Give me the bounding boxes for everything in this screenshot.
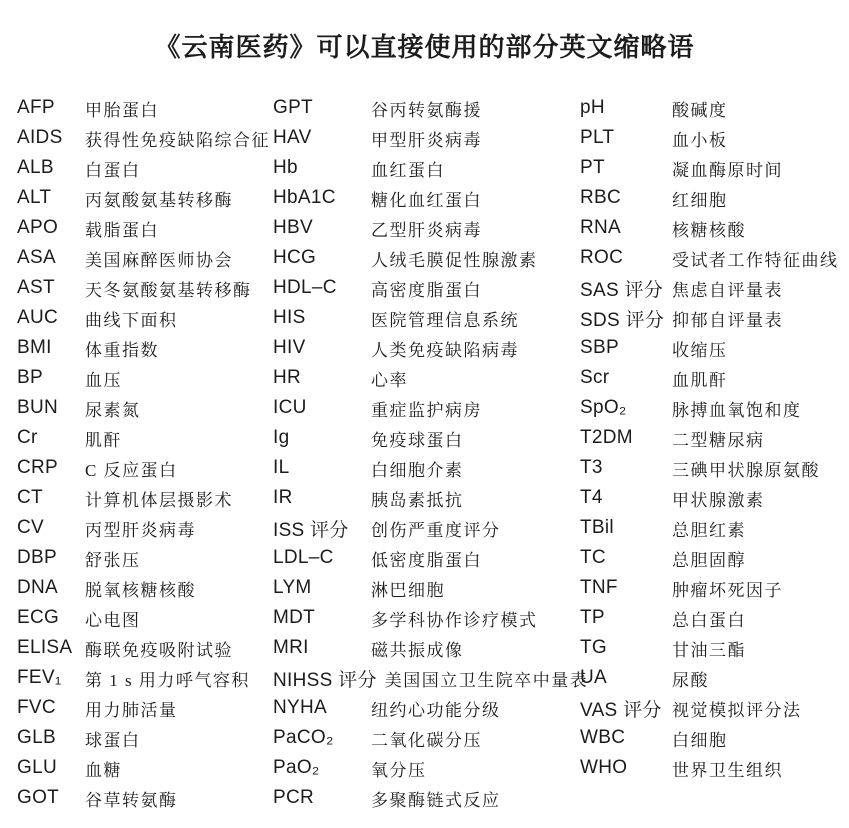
meaning: 世界卫生组织 bbox=[672, 760, 783, 780]
meaning: 白细胞介素 bbox=[371, 460, 464, 480]
abbreviation-row bbox=[17, 423, 273, 453]
meaning: 曲线下面积 bbox=[85, 310, 178, 330]
abbreviation-row bbox=[273, 363, 580, 393]
meaning: 载脂蛋白 bbox=[85, 220, 159, 240]
abbreviation-row bbox=[580, 303, 832, 333]
abbreviation: CV bbox=[17, 517, 44, 538]
meaning: 心电图 bbox=[85, 610, 141, 630]
column-2 bbox=[273, 93, 589, 813]
abbreviation: LYM bbox=[273, 577, 312, 598]
abbreviation: ASA bbox=[17, 247, 56, 268]
abbreviation-row bbox=[273, 183, 580, 213]
meaning: 重症监护病房 bbox=[371, 400, 482, 420]
meaning: 酶联免疫吸附试验 bbox=[85, 640, 233, 660]
meaning: 总胆固醇 bbox=[672, 550, 746, 570]
meaning: 白蛋白 bbox=[85, 160, 141, 180]
abbreviation: SDS 评分 bbox=[580, 309, 665, 331]
meaning: 凝血酶原时间 bbox=[672, 160, 783, 180]
abbreviation: CRP bbox=[17, 457, 59, 478]
abbreviation-row bbox=[273, 273, 580, 303]
meaning: 尿酸 bbox=[672, 670, 709, 690]
abbreviation-row bbox=[273, 123, 580, 153]
abbreviation: T3 bbox=[580, 457, 603, 478]
meaning: 丙型肝炎病毒 bbox=[85, 520, 196, 540]
meaning: 收缩压 bbox=[672, 340, 728, 360]
abbreviation: ICU bbox=[273, 397, 307, 418]
abbreviation-row bbox=[17, 333, 273, 363]
meaning: 脱氧核糖核酸 bbox=[85, 580, 196, 600]
abbreviation-row bbox=[17, 603, 273, 633]
meaning: 免疫球蛋白 bbox=[371, 430, 464, 450]
meaning: 脉搏血氧饱和度 bbox=[672, 400, 802, 420]
abbreviation: GLB bbox=[17, 727, 56, 748]
abbreviation-row bbox=[17, 573, 273, 603]
meaning: 血红蛋白 bbox=[371, 160, 445, 180]
meaning: 血糖 bbox=[85, 760, 122, 780]
abbreviation: BUN bbox=[17, 397, 59, 418]
abbreviation: DBP bbox=[17, 547, 57, 568]
meaning: 淋巴细胞 bbox=[371, 580, 445, 600]
abbreviation-row bbox=[17, 393, 273, 423]
abbreviation-row bbox=[273, 93, 580, 123]
meaning: 视觉模拟评分法 bbox=[672, 700, 802, 720]
abbreviation: IR bbox=[273, 487, 293, 508]
abbreviation-row bbox=[17, 123, 273, 153]
abbreviation: HbA1C bbox=[273, 187, 336, 208]
abbreviation: ISS 评分 bbox=[273, 519, 349, 541]
meaning: 白细胞 bbox=[672, 730, 728, 750]
abbreviation: WBC bbox=[580, 727, 626, 748]
abbreviation: ELISA bbox=[17, 637, 73, 658]
meaning: 心率 bbox=[371, 370, 408, 390]
abbreviation-row bbox=[273, 333, 580, 363]
abbreviation-row bbox=[17, 243, 273, 273]
abbreviation: T4 bbox=[580, 487, 603, 508]
meaning: 甲胎蛋白 bbox=[85, 100, 159, 120]
abbreviation-row bbox=[273, 573, 580, 603]
abbreviation-row bbox=[17, 303, 273, 333]
abbreviation: BMI bbox=[17, 337, 52, 358]
page-title: 《云南医药》可以直接使用的部分英文缩略语 bbox=[154, 32, 695, 62]
abbreviation: TG bbox=[580, 637, 607, 658]
abbreviation-row bbox=[17, 453, 273, 483]
meaning: 总胆红素 bbox=[672, 520, 746, 540]
abbreviation-row bbox=[273, 603, 580, 633]
abbreviation-row bbox=[17, 273, 273, 303]
meaning: 多聚酶链式反应 bbox=[371, 790, 501, 810]
meaning: 肌酐 bbox=[85, 430, 122, 450]
meaning: 体重指数 bbox=[85, 340, 159, 360]
meaning: 酸碱度 bbox=[672, 100, 728, 120]
abbreviation-columns bbox=[0, 93, 849, 813]
meaning: 乙型肝炎病毒 bbox=[371, 220, 482, 240]
meaning: 用力肺活量 bbox=[85, 700, 178, 720]
abbreviation: APO bbox=[17, 217, 59, 238]
abbreviation-row bbox=[580, 633, 832, 663]
abbreviation: PT bbox=[580, 157, 605, 178]
abbreviation-row bbox=[273, 483, 580, 513]
abbreviation: LDL–C bbox=[273, 547, 334, 568]
meaning: 受试者工作特征曲线 bbox=[672, 250, 839, 270]
meaning: 尿素氮 bbox=[85, 400, 141, 420]
abbreviation: HAV bbox=[273, 127, 312, 148]
meaning: 丙氨酸氨基转移酶 bbox=[85, 190, 233, 210]
abbreviation-row bbox=[273, 153, 580, 183]
abbreviation: ROC bbox=[580, 247, 624, 268]
abbreviation: pH bbox=[580, 97, 605, 118]
abbreviation: AFP bbox=[17, 97, 55, 118]
meaning: 总白蛋白 bbox=[672, 610, 746, 630]
abbreviation: SpO₂ bbox=[580, 397, 627, 418]
abbreviation: RNA bbox=[580, 217, 622, 238]
meaning: C 反应蛋白 bbox=[85, 460, 178, 480]
abbreviation-row bbox=[17, 663, 273, 693]
abbreviation-row bbox=[580, 753, 832, 783]
abbreviation-row bbox=[580, 573, 832, 603]
abbreviation-row bbox=[580, 243, 839, 273]
meaning: 天冬氨酸氨基转移酶 bbox=[85, 280, 252, 300]
meaning: 美国麻醉医师协会 bbox=[85, 250, 233, 270]
abbreviation-row bbox=[580, 363, 832, 393]
meaning: 血小板 bbox=[672, 130, 728, 150]
abbreviation-row bbox=[273, 753, 580, 783]
abbreviation: AST bbox=[17, 277, 55, 298]
meaning: 高密度脂蛋白 bbox=[371, 280, 482, 300]
abbreviation-row bbox=[580, 93, 832, 123]
column-1 bbox=[17, 93, 273, 813]
abbreviation: MRI bbox=[273, 637, 309, 658]
meaning: 甘油三酯 bbox=[672, 640, 746, 660]
meaning: 医院管理信息系统 bbox=[371, 310, 519, 330]
abbreviation: HBV bbox=[273, 217, 313, 238]
meaning: 球蛋白 bbox=[85, 730, 141, 750]
meaning: 纽约心功能分级 bbox=[371, 700, 501, 720]
abbreviation: Scr bbox=[580, 367, 610, 388]
abbreviation-row bbox=[17, 753, 273, 783]
meaning: 氧分压 bbox=[371, 760, 427, 780]
meaning: 甲型肝炎病毒 bbox=[371, 130, 482, 150]
abbreviation-row bbox=[273, 693, 580, 723]
meaning: 焦虑自评量表 bbox=[672, 280, 783, 300]
abbreviation: NYHA bbox=[273, 697, 327, 718]
meaning: 创伤严重度评分 bbox=[371, 520, 501, 540]
abbreviation-row bbox=[580, 273, 832, 303]
abbreviation: DNA bbox=[17, 577, 59, 598]
meaning: 多学科协作诊疗模式 bbox=[371, 610, 538, 630]
abbreviation-row bbox=[580, 423, 832, 453]
meaning: 胰岛素抵抗 bbox=[371, 490, 464, 510]
abbreviation: T2DM bbox=[580, 427, 633, 448]
meaning: 第 1 s 用力呼气容积 bbox=[85, 670, 250, 690]
abbreviation-row bbox=[580, 183, 832, 213]
meaning: 核糖核酸 bbox=[672, 220, 746, 240]
abbreviation: HCG bbox=[273, 247, 317, 268]
abbreviation-row bbox=[580, 453, 832, 483]
meaning: 血压 bbox=[85, 370, 122, 390]
abbreviation-row bbox=[580, 543, 832, 573]
abbreviation: GLU bbox=[17, 757, 57, 778]
meaning: 甲状腺激素 bbox=[672, 490, 765, 510]
abbreviation-row bbox=[580, 213, 832, 243]
abbreviation: ALT bbox=[17, 187, 52, 208]
abbreviation-row bbox=[273, 663, 589, 693]
abbreviation: PaCO₂ bbox=[273, 727, 334, 748]
abbreviation-row bbox=[580, 123, 832, 153]
abbreviation: PaO₂ bbox=[273, 757, 320, 778]
abbreviation-row bbox=[17, 513, 273, 543]
abbreviation: MDT bbox=[273, 607, 316, 628]
meaning: 磁共振成像 bbox=[371, 640, 464, 660]
abbreviation: AUC bbox=[17, 307, 59, 328]
abbreviation: BP bbox=[17, 367, 43, 388]
meaning: 红细胞 bbox=[672, 190, 728, 210]
abbreviation: SAS 评分 bbox=[580, 279, 664, 301]
abbreviation-row bbox=[273, 243, 580, 273]
abbreviation: FVC bbox=[17, 697, 56, 718]
meaning: 肿瘤坏死因子 bbox=[672, 580, 783, 600]
abbreviation-row bbox=[273, 453, 580, 483]
meaning: 谷丙转氨酶援 bbox=[371, 100, 482, 120]
abbreviation-row bbox=[273, 423, 580, 453]
meaning: 血肌酐 bbox=[672, 370, 728, 390]
abbreviation-row bbox=[580, 693, 832, 723]
abbreviation: AIDS bbox=[17, 127, 63, 148]
abbreviation: HIV bbox=[273, 337, 306, 358]
abbreviation-row bbox=[17, 93, 273, 123]
meaning: 舒张压 bbox=[85, 550, 141, 570]
meaning: 获得性免疫缺陷综合征 bbox=[85, 130, 270, 150]
meaning: 谷草转氨酶 bbox=[85, 790, 178, 810]
abbreviation-row bbox=[17, 483, 273, 513]
meaning: 人类免疫缺陷病毒 bbox=[371, 340, 519, 360]
abbreviation: HIS bbox=[273, 307, 306, 328]
abbreviation: Hb bbox=[273, 157, 298, 178]
abbreviation-row bbox=[17, 183, 273, 213]
abbreviation: WHO bbox=[580, 757, 628, 778]
abbreviation: FEV₁ bbox=[17, 667, 62, 688]
abbreviation-row bbox=[580, 603, 832, 633]
abbreviation-row bbox=[17, 693, 273, 723]
abbreviation: CT bbox=[17, 487, 43, 508]
abbreviation-row bbox=[273, 723, 580, 753]
abbreviation-row bbox=[273, 513, 580, 543]
abbreviation-row bbox=[273, 633, 580, 663]
abbreviation-row bbox=[580, 513, 832, 543]
column-3 bbox=[580, 93, 839, 783]
meaning: 低密度脂蛋白 bbox=[371, 550, 482, 570]
abbreviation-row bbox=[17, 213, 273, 243]
meaning: 美国国立卫生院卒中量表 bbox=[384, 670, 589, 690]
abbreviation-row bbox=[580, 393, 832, 423]
abbreviation-row bbox=[17, 543, 273, 573]
abbreviation-row bbox=[580, 333, 832, 363]
abbreviation: SBP bbox=[580, 337, 619, 358]
abbreviation: NIHSS 评分 bbox=[273, 669, 377, 691]
abbreviation-row bbox=[273, 543, 580, 573]
abbreviation: TNF bbox=[580, 577, 618, 598]
abbreviation: Cr bbox=[17, 427, 38, 448]
abbreviation-row bbox=[273, 783, 580, 813]
abbreviation: TP bbox=[580, 607, 605, 628]
abbreviation: TBil bbox=[580, 517, 614, 538]
abbreviation-row bbox=[580, 483, 832, 513]
abbreviation: PLT bbox=[580, 127, 615, 148]
abbreviation: HDL–C bbox=[273, 277, 337, 298]
abbreviation-row bbox=[17, 723, 273, 753]
abbreviation-row bbox=[580, 663, 832, 693]
meaning: 二型糖尿病 bbox=[672, 430, 765, 450]
abbreviation: GPT bbox=[273, 97, 313, 118]
meaning: 抑郁自评量表 bbox=[672, 310, 784, 330]
abbreviation: RBC bbox=[580, 187, 622, 208]
abbreviation-row bbox=[273, 303, 580, 333]
abbreviation-row bbox=[580, 723, 832, 753]
abbreviation-row bbox=[17, 153, 273, 183]
meaning: 糖化血红蛋白 bbox=[371, 190, 482, 210]
abbreviation-row bbox=[17, 633, 273, 663]
abbreviation: Ig bbox=[273, 427, 290, 448]
abbreviation: VAS 评分 bbox=[580, 699, 662, 721]
abbreviation: ALB bbox=[17, 157, 54, 178]
abbreviation: PCR bbox=[273, 787, 315, 808]
abbreviation-row bbox=[273, 213, 580, 243]
abbreviation-row bbox=[273, 393, 580, 423]
meaning: 计算机体层摄影术 bbox=[85, 490, 233, 510]
abbreviation: HR bbox=[273, 367, 302, 388]
abbreviation: GOT bbox=[17, 787, 60, 808]
abbreviation-row bbox=[17, 783, 273, 813]
abbreviation: UA bbox=[580, 667, 607, 688]
meaning: 人绒毛膜促性腺激素 bbox=[371, 250, 538, 270]
abbreviation: TC bbox=[580, 547, 606, 568]
abbreviation-row bbox=[17, 363, 273, 393]
abbreviation: ECG bbox=[17, 607, 60, 628]
abbreviation-row bbox=[580, 153, 832, 183]
abbreviation: IL bbox=[273, 457, 290, 478]
meaning: 二氧化碳分压 bbox=[371, 730, 482, 750]
meaning: 三碘甲状腺原氨酸 bbox=[672, 460, 820, 480]
